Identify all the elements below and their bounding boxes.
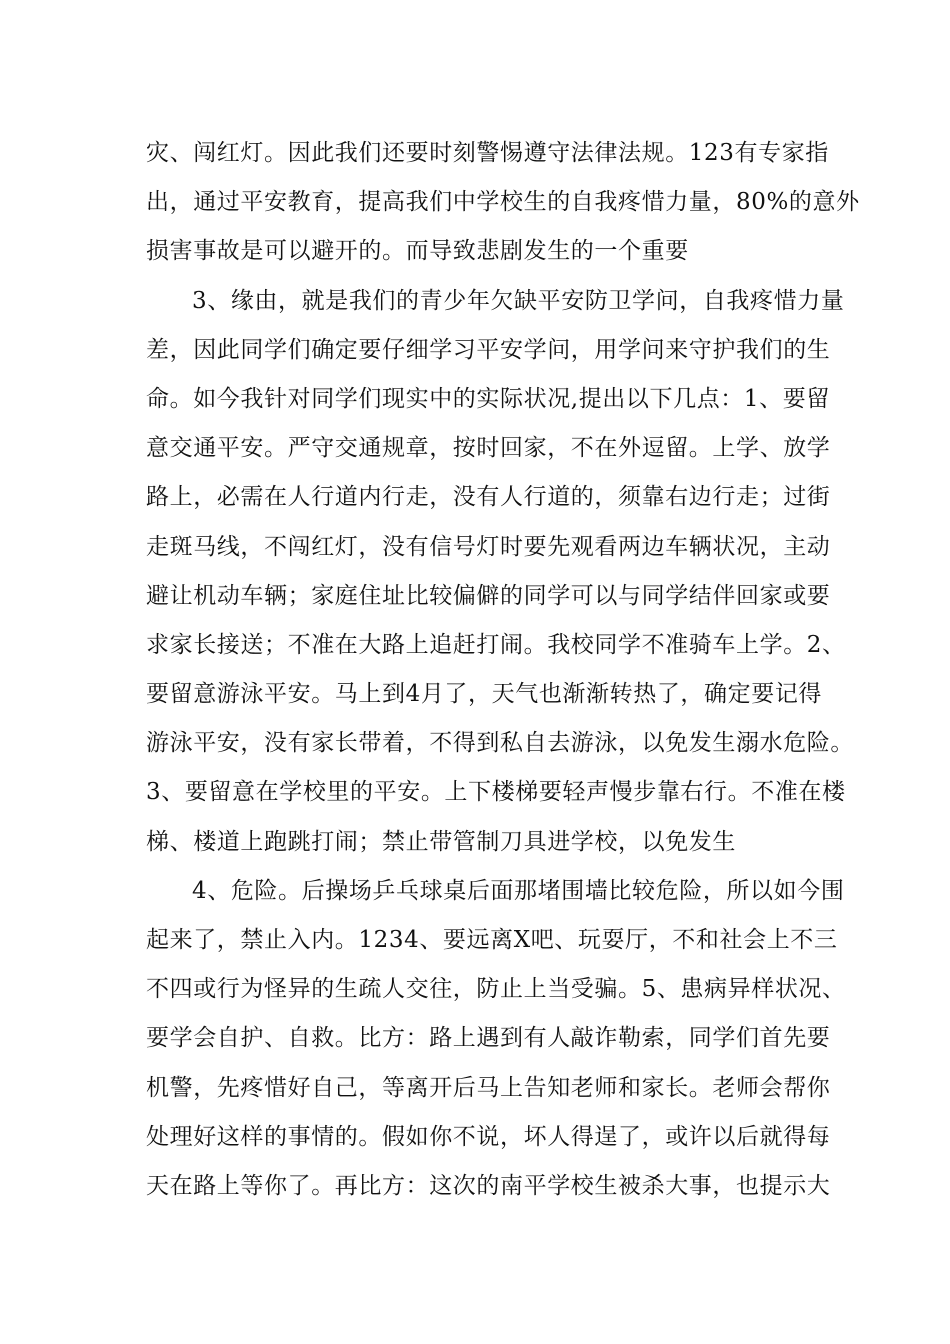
text-line: 走斑马线，不闯红灯，没有信号灯时要先观看两边车辆状况，主动 — [146, 533, 831, 560]
text-line: 梯、楼道上跑跳打闹；禁止带管制刀具进学校，以免发生 — [146, 828, 736, 855]
text-line: 机警，先疼惜好自己，等离开后马上告知老师和家长。老师会帮你 — [146, 1074, 831, 1101]
text-line: 要学会自护、自救。比方：路上遇到有人敲诈勒索，同学们首先要 — [146, 1025, 831, 1052]
text-line: 意交通平安。严守交通规章，按时回家，不在外逗留。上学、放学 — [146, 435, 831, 462]
text-line: 处理好这样的事情的。假如你不说，坏人得逞了，或许以后就得每 — [146, 1123, 831, 1150]
text-line: 命。如今我针对同学们现实中的实际状况,提出以下几点：1、要留 — [146, 385, 830, 412]
text-line: 不四或行为怪异的生疏人交往，防止上当受骗。5、患病异样状况、 — [146, 976, 846, 1003]
text-line: 3、要留意在学校里的平安。上下楼梯要轻声慢步靠右行。不准在楼 — [146, 779, 846, 806]
text-line: 损害事故是可以避开的。而导致悲剧发生的一个重要 — [146, 238, 689, 265]
text-line: 灾、闯红灯。因此我们还要时刻警惕遵守法律法规。123有专家指 — [146, 140, 829, 166]
text-line: 出，通过平安教育，提高我们中学校生的自我疼惜力量，80%的意外 — [146, 189, 860, 216]
text-line: 求家长接送；不准在大路上追赶打闹。我校同学不准骑车上学。2、 — [146, 631, 846, 658]
body-text — [146, 129, 860, 1211]
text-line: 路上，必需在人行道内行走，没有人行道的，须靠右边行走；过街 — [146, 484, 831, 511]
text-line: 3、缘由，就是我们的青少年欠缺平安防卫学问，自我疼惜力量 — [192, 287, 845, 314]
text-line: 避让机动车辆；家庭住址比较偏僻的同学可以与同学结伴回家或要 — [146, 582, 831, 609]
text-line: 起来了，禁止入内。1234、要远离X吧、玩耍厅，不和社会上不三 — [146, 927, 838, 953]
text-line: 4、危险。后操场乒乓球桌后面那堵围墙比较危险，所以如今围 — [192, 877, 845, 904]
text-line: 差，因此同学们确定要仔细学习平安学问，用学问来守护我们的生 — [146, 336, 831, 363]
text-line: 要留意游泳平安。马上到4月了，天气也渐渐转热了，确定要记得 — [146, 681, 823, 708]
text-line: 游泳平安，没有家长带着，不得到私自去游泳，以免发生溺水危险。 — [146, 730, 854, 757]
text-line: 天在路上等你了。再比方：这次的南平学校生被杀大事，也提示大 — [146, 1172, 831, 1199]
